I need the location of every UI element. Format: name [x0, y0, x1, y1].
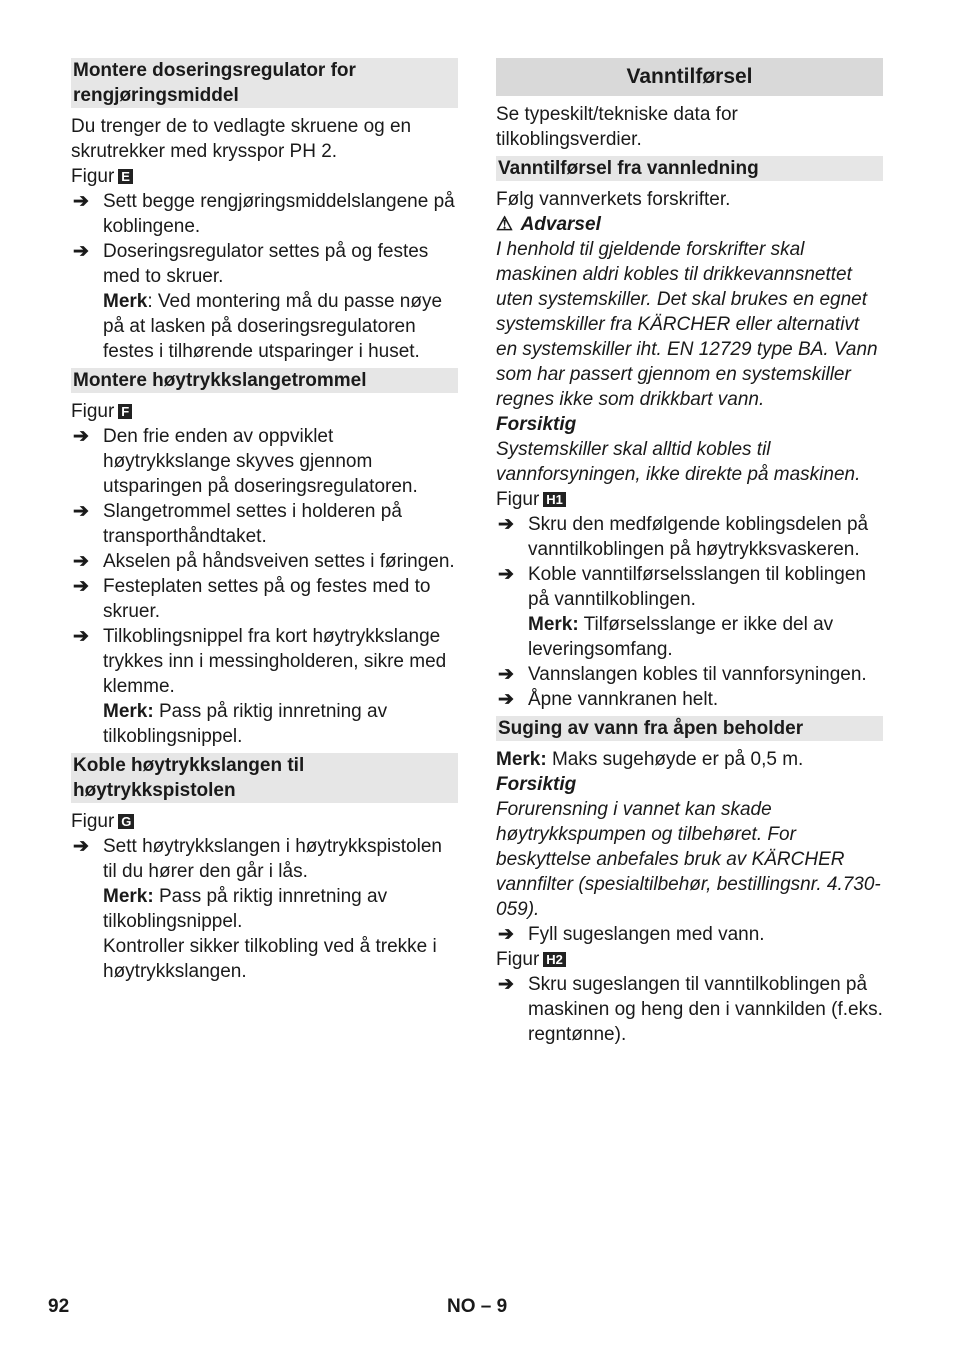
list-item: ➔ Koble vanntilførselsslangen til koblingen på vanntilkoblingen. Merk: Tilførselsslange er ikke del av leveringsomfang.: [498, 564, 866, 660]
arrow-bullet-icon: ➔: [73, 241, 89, 262]
section-title-connect-hose-gun: Koble høytrykkslangen til høytrykkspistolen: [71, 753, 458, 803]
left-column: [71, 58, 458, 984]
figure-badge: E: [118, 169, 133, 184]
list-item: ➔ Skru sugeslangen til vanntilkoblingen på maskinen og heng den i vannkilden (f.eks. regntønne).: [498, 974, 883, 1045]
arrow-bullet-icon: ➔: [498, 689, 514, 710]
note-text: Merk: Maks sugehøyde er på 0,5 m.: [496, 749, 804, 770]
list-item: ➔ Akselen på håndsveiven settes i føringen.: [73, 551, 455, 572]
right-column: [496, 58, 883, 1047]
figure-badge: H1: [543, 492, 566, 507]
arrow-bullet-icon: ➔: [73, 191, 89, 212]
page-number: 92: [48, 1296, 70, 1317]
arrow-bullet-icon: ➔: [73, 576, 89, 597]
caution-label: Forsiktig: [496, 414, 577, 435]
warning-text: I henhold til gjeldende forskrifter skal maskinen aldri kobles til drikkevannsnettet uten systemskiller. Det skal brukes en egnet systemskiller fra KÄRCHER eller alternativt en systemskiller iht. EN 12729 type BA. Vann som har passert gjennom en systemskiller regnes ikke som drikkbart vann.: [496, 239, 878, 410]
list-item: ➔ Festeplaten settes på og festes med to skruer.: [73, 576, 431, 622]
figure-badge: F: [118, 404, 132, 419]
figure-badge: G: [118, 814, 134, 829]
intro-text: Du trenger de to vedlagte skruene og en skrutrekker med krysspor PH 2.: [71, 116, 412, 162]
arrow-bullet-icon: ➔: [73, 501, 89, 522]
list-item: ➔ Den frie enden av oppviklet høytrykkslange skyves gjennom utsparingen på doseringsregulatoren.: [73, 426, 418, 497]
figure-ref: Figur E: [71, 164, 458, 189]
list-item: ➔ Skru den medfølgende koblingsdelen på vanntilkoblingen på høytrykksvaskeren.: [498, 514, 869, 560]
arrow-bullet-icon: ➔: [73, 426, 89, 447]
arrow-bullet-icon: ➔: [498, 924, 514, 945]
list-item: ➔ Sett begge rengjøringsmiddelslangene på koblingene.: [73, 191, 455, 237]
figure-ref: Figur G: [71, 809, 458, 834]
list-item: ➔ Åpne vannkranen helt.: [498, 689, 719, 710]
figure-badge: H2: [543, 952, 566, 967]
section-page-label: NO – 9: [447, 1296, 508, 1317]
list-item: ➔ Tilkoblingsnippel fra kort høytrykkslange trykkes inn i messingholderen, sikre med klemme. Merk: Pass på riktig innretning av tilkoblingsnippel.: [73, 626, 447, 747]
caution-text: Systemskiller skal alltid kobles til vannforsyningen, ikke direkte på maskinen.: [496, 439, 861, 485]
arrow-bullet-icon: ➔: [73, 836, 89, 857]
arrow-bullet-icon: ➔: [498, 974, 514, 995]
section-title-open-container: Suging av vann fra åpen beholder: [496, 716, 883, 741]
figure-ref: Figur H1: [496, 487, 883, 512]
section-title-water-pipe: Vanntilførsel fra vannledning: [496, 156, 883, 181]
figure-ref: Figur H2: [496, 947, 883, 972]
list-item: ➔ Fyll sugeslangen med vann.: [498, 924, 765, 945]
intro-text: Se typeskilt/tekniske data for tilkoblingsverdier.: [496, 104, 738, 150]
warning-triangle-icon: ⚠: [496, 214, 514, 235]
arrow-bullet-icon: ➔: [73, 626, 89, 647]
section-title-hose-drum: Montere høytrykkslangetrommel: [71, 368, 458, 393]
arrow-bullet-icon: ➔: [498, 564, 514, 585]
section-title-dosing-regulator: Montere doseringsregulator for rengjøringsmiddel: [71, 58, 458, 108]
caution-label: Forsiktig: [496, 774, 577, 795]
list-item: ➔ Vannslangen kobles til vannforsyningen.: [498, 664, 867, 685]
arrow-bullet-icon: ➔: [73, 551, 89, 572]
list-item: ➔ Sett høytrykkslangen i høytrykkspistolen til du hører den går i lås. Merk: Pass på riktig innretning av tilkoblingsnippel. Kontroller sikker tilkobling ved å trekke i høytrykkslangen.: [73, 836, 442, 982]
body-text: Følg vannverkets forskrifter.: [496, 189, 731, 210]
chapter-title: Vanntilførsel: [496, 58, 883, 96]
arrow-bullet-icon: ➔: [498, 514, 514, 535]
arrow-bullet-icon: ➔: [498, 664, 514, 685]
warning-label: ⚠ Advarsel: [496, 214, 601, 235]
list-item: ➔ Doseringsregulator settes på og festes med to skruer. Merk: Ved montering må du passe nøye på at lasken på doseringsregulatoren festes i tilhørende utsparinger i huset.: [73, 241, 443, 362]
caution-text: Forurensning i vannet kan skade høytrykkspumpen og tilbehøret. For beskyttelse anbefales bruk av KÄRCHER vannfilter (spesialtilbehør, bestillingsnr. 4.730-059).: [496, 799, 881, 920]
list-item: ➔ Slangetrommel settes i holderen på transporthåndtaket.: [73, 501, 402, 547]
figure-ref: Figur F: [71, 399, 458, 424]
